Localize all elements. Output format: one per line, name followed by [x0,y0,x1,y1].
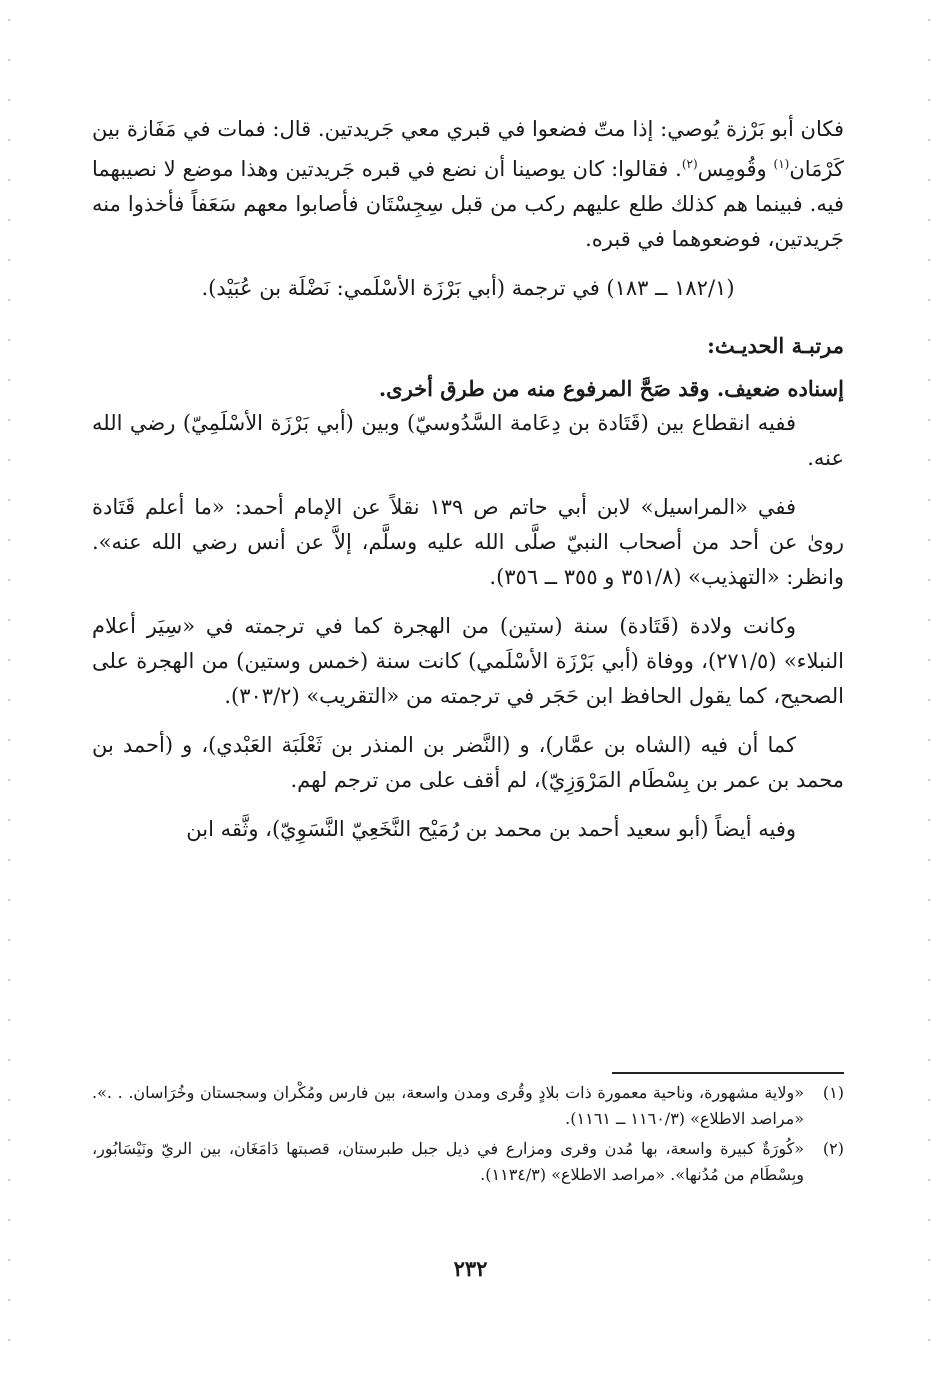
section-heading: مرتبـة الحديـث: [707,333,844,358]
footnote-separator [612,1072,844,1074]
footnote-2-text: «كُورَةٌ كبيرة واسعة، بها مُدن وقرى ومزارع في ذيل جبل طبرستان، قصبتها دَامَغَان، بين الريّ ونَيْسَابُور، وبِسْطَام من مُدُنها». «مراصد الاطلاع» (١١٣٤/٣). [92,1139,804,1184]
paragraph-1 [92,112,844,257]
paragraph-verdict: إسناده ضعيف. وقد صَحَّ المرفوع منه من طرق أخرى. [378,376,844,401]
paragraph-1-end: . فقالوا: كان يوصينا أن نضع في قبره جَريدتين وهذا موضع لا نصيبهما فيه. فبينما هم كذلك طلع عليهم ركب من قبل سِجِسْتَان فأصابوا معهم سَعَفاً فأخذوا منه جَريدتين، فوضعوهما في قبره. [92,157,844,251]
paragraph-6: وكانت ولادة (قَتَادة) سنة (ستين) من الهجرة كما في ترجمته في «سِيَر أعلام النبلاء» (٢٧١/٥)، ووفاة (أبي بَرْزَة الأسْلَمي) كانت سنة (خمس وستين) من الهجرة على الصحيح، كما يقول الحافظ ابن حَجَر في ترجمته من «التقريب» (٣٠٣/٢). [92,614,844,708]
footnote-1 [92,1080,844,1132]
footnote-ref-1[interactable]: (١) [773,157,790,171]
page-number: ٢٣٢ [453,1256,488,1281]
paragraph-source-citation: (١٨٢/١ ــ ١٨٣) في ترجمة (أبي بَرْزَة الأسْلَمي: نَضْلَة بن عُبَيْد). [201,276,735,300]
paragraph-1-middle: وقُومِس [697,157,774,181]
paragraph-5: ففي «المراسيل» لابن أبي حاتم ص ١٣٩ نقلاً عن الإمام أحمد: «ما أعلم قَتَادة روىٰ عن أحد من أصحاب النبيّ صلَّى الله عليه وسلَّم، إلاَّ عن أنس رضي الله عنه». وانظر: «التهذيب» (٣٥١/٨ و ٣٥٥ ــ ٣٥٦). [92,495,844,589]
footnote-1-number: (١) [822,1083,844,1102]
paragraph-4: ففيه انقطاع بين (قَتَادة بن دِعَامة السَّدُوسيّ) وبين (أبي بَرْزَة الأسْلَمِيّ) رضي الله عنه. [92,411,844,470]
right-margin-dots [928,0,930,1375]
main-text [92,112,844,847]
footnote-ref-2[interactable]: (٢) [681,157,698,171]
footnote-2 [92,1136,844,1188]
paragraph-7: كما أن فيه (الشاه بن عمَّار)، و (النَّضر بن المنذر بن ثَعْلَبَة العَبْدي)، و (أحمد بن محمد بن عمر بن بِسْطَام المَرْوَزِيّ)، لم أقف على من ترجم لهم. [92,733,844,792]
paragraph-8: وفيه أيضاً (أبو سعيد أحمد بن محمد بن رُمَيْح النَّخَعِيّ النَّسَوِيّ)، وثَّقه ابن [186,817,796,841]
footnote-1-text: «ولاية مشهورة، وناحية معمورة ذات بلادٍ وقُرى ومدن واسعة، بين فارس ومُكْران وسجستان وخُرَاسان. . .». «مراصد الاطلاع» (١١٦٠/٣ ــ ١١٦١). [92,1083,805,1128]
footnotes [92,1080,844,1192]
paragraph-1-start: فكان أبو بَرْزة يُوصي: إذا متّ فضعوا في قبري معي جَريدتين. قال: فمات في مَفَازة بين كَرْمَان [92,117,844,181]
left-margin-dots [8,0,10,1375]
footnote-2-number: (٢) [822,1139,844,1158]
